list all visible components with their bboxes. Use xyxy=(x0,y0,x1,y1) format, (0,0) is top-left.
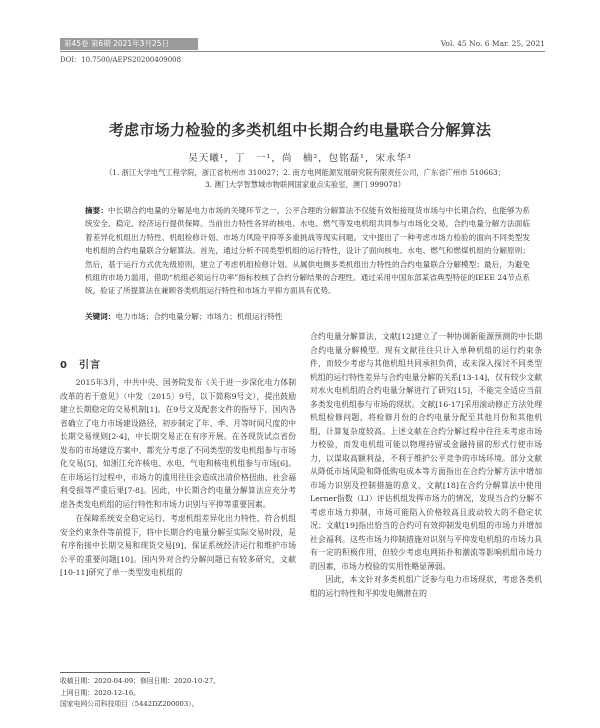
abstract xyxy=(85,204,530,298)
keywords xyxy=(85,311,530,322)
footnotes xyxy=(60,676,296,711)
keywords-label: 关键词： xyxy=(85,312,116,321)
affiliation-line: （1. 浙江大学电气工程学院，浙江省杭州市 310027；2. 南方电网能源发展研究院有限责任公司，广东省广州市 510663； xyxy=(105,168,505,177)
author-list: 吴天曦¹，丁 一¹，尚 楠²，包铭磊¹，宋永华³ xyxy=(188,153,412,164)
footnote-divider xyxy=(60,672,150,673)
doi: DOI：10.7500/AEPS20200409008 xyxy=(60,56,182,64)
left-column xyxy=(60,376,296,581)
footnote-online: 上网日期：2020-12-16。 xyxy=(60,688,140,697)
keywords-text: 电力市场；合约电量分解；市场力；机组运行特性 xyxy=(115,312,283,321)
affiliation-line: 3. 澳门大学智慧城市物联网国家重点实验室，澳门 999078） xyxy=(205,180,405,189)
footnote-received: 收稿日期：2020-04-09；修回日期：2020-10-27。 xyxy=(60,677,220,685)
body-paragraph: 2015年3月，中共中央、国务院发布《关于进一步深化电力体制改革的若干意见》（中发〔2015〕9号，以下简称9号文），提出鼓励建立长期稳定的交易机制[1]。在9号文及配套文件的指导下，国内各省确立了电力市场建设路径，初步制定了年、季、月等时间尺度的中长期交易规则[2-4]，中长期交易正在有序开展。在各现货试点省份发布的市场建设方案中，都充分考虑了不同类型的发电机组参与市场化交易[5]，如浙江允许核电、水电、气电和核电机组参与市场[6]。在市场运行过程中，市场力的滥用往往会造成出清价格扭曲、社会福利受损等严重后果[7-8]。因此，中长期合约电量分解算法应充分考虑各类发电机组的运行特性和市场力识别与平抑等重要因素。 xyxy=(60,378,296,509)
journal-issue-label: 第45卷 第6期 2021年3月25日 xyxy=(60,38,198,50)
body-paragraph: 因此，本文针对多类机组广泛参与电力市场现状，考虑各类机组的运行特性和平抑发电侧潜在的 xyxy=(310,575,542,598)
body-paragraph: 合约电量分解算法，文献[12]建立了一种协调新能源预测的中长期合约电量分解模型。现有文献往往只计入单种机组的运行约束条件，而较少考虑与其他机组共同承担负荷，或未深入探讨不同类型机组的运行特性差异与合约电量分解的关系[13-14]，仅有较少文献对水火电机组的合约电量分解进行了研究[15]，不能完全适应当前多类发电机组参与市场的现状。文献[16-17]采用滚动修正方法处理机组检修问题，将检修月份的合约电量分配至其他月份和其他机组，计算复杂度较高。上述文献在合约分解过程中往往未考虑市场力校验，而发电机组可能以物理持留或金融持留的形式行使市场力，以谋取高额利益，不利于维护公平竞争的市场环境。部分文献从降低市场风险和降低购电成本等方面指出在合约分解方法中增加市场力识别及控制措施的意义，文献[18]在合约分解算法中使用Lerner指数（LI）评估机组发挥市场力的情况，发现当合约分解不考虑市场力抑制，市场可能陷入价格较高且波动较大的不稳定状况；文献[19]指出恰当的合约可有效抑制发电机组的市场力并增加社会福利。这些市场力抑制措施对识别与平抑发电机组的市场力具有一定的积极作用，但较少考虑电网拓扑和潮流等影响机组市场力的因素，市场力校验的实用性略显薄弱。 xyxy=(310,332,542,571)
section-heading-introduction: 0 引言 xyxy=(60,360,101,371)
body-paragraph: 在保障系统安全稳定运行、考虑机组差异化出力特性、符合机组安全约束条件等前提下，将中长期合约电量分解至实际交易时段，是有序衔接中长期交易和现货交易[9]、保证系统经济运行和维护市场公平的重要问题[10]。国内外对合约分解问题已有较多研究，文献[10-11]研究了单一类型发电机组的 xyxy=(60,514,296,577)
journal-issue-english: Vol. 45 No. 6 Mar. 25, 2021 xyxy=(440,39,545,48)
header-divider xyxy=(60,51,545,52)
abstract-text: 中长期合约电量的分解是电力市场的关键环节之一，公平合理的分解算法不仅能有效衔接现货市场与中长期合约，也能够为系统安全、稳定、经济运行提供保障。当前出力特性各异的核电、水电、燃气等发电机组共同参与市场化交易，合约电量分解方法面临着差异化机组出力特性、机组检修计划、市场力风险平抑等多重挑战等现实问题。文中提出了一种考虑市场力检验的面向不同类型发电机组的合约电量联合分解算法。首先，通过分析不同类型机组的运行特性，设计了面向核电、水电、燃气和燃煤机组的分解原则；然后，基于运行方式优先级原则，建立了考虑机组检修计划、从属供电侧多类机组出力特性的合约电量联合分解模型；最后，为避免机组的市场力滥用，借助“机组必须运行功率”指标校核了合约分解结果的合理性。通过采用中国东部某省典型特征的IEEE 24节点系统，验证了所提算法在兼顾各类机组运行特性和市场力平抑方面具有优势。 xyxy=(85,206,531,296)
footnote-funding: 国家电网公司科技项目（5442DZ200003）。 xyxy=(60,700,199,708)
abstract-label: 摘要： xyxy=(85,206,109,215)
right-column xyxy=(310,330,542,600)
affiliations xyxy=(70,167,540,191)
paper-title: 考虑市场力检验的多类机组中长期合约电量联合分解算法 xyxy=(108,121,492,139)
